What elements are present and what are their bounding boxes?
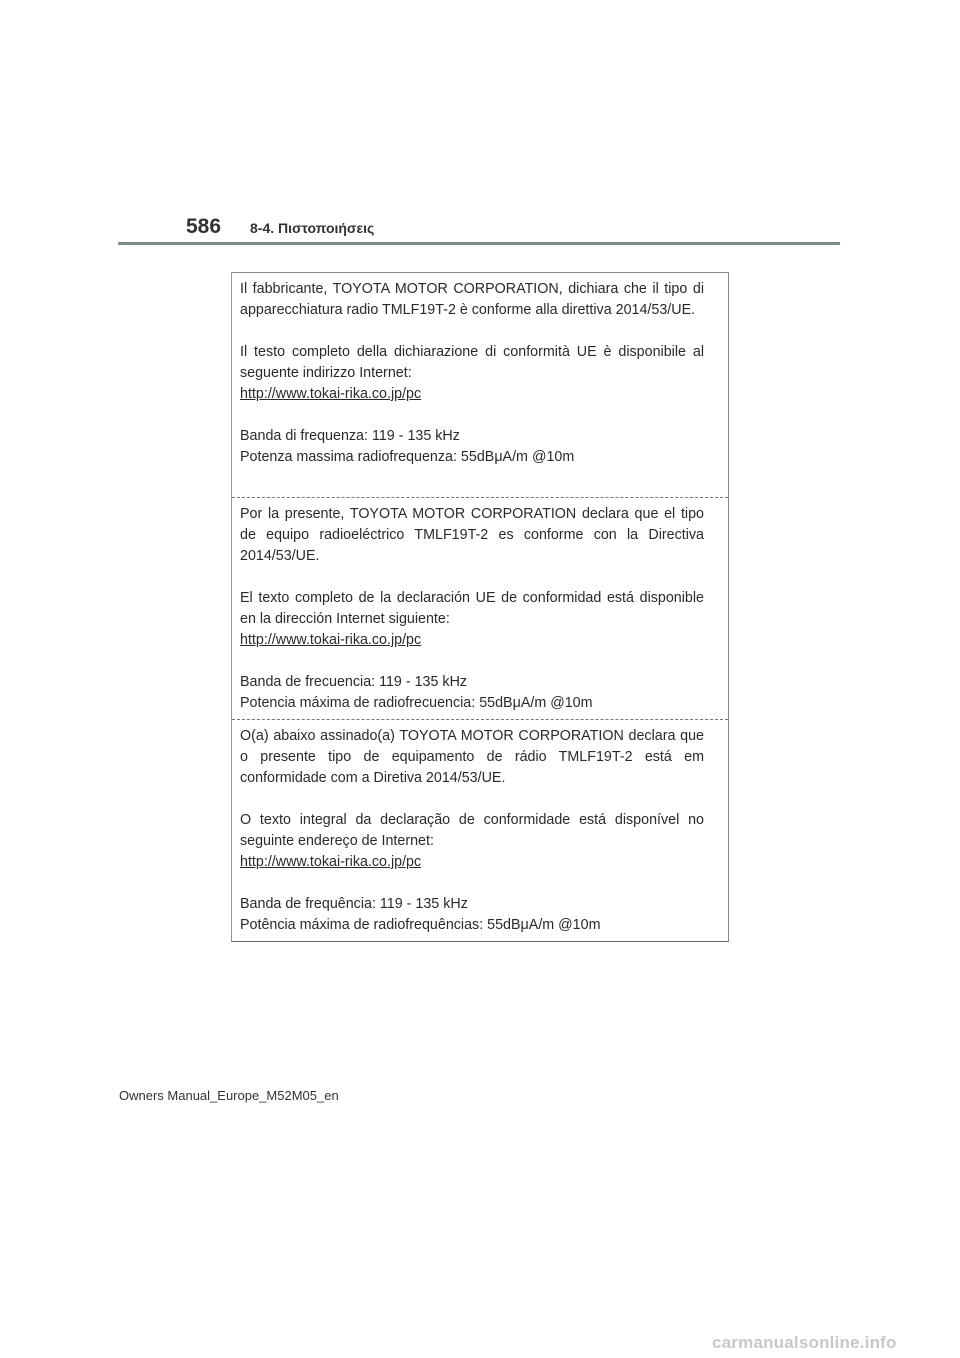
paragraph-gap xyxy=(240,405,704,426)
frequency-band: Banda di frequenza: 119 - 135 kHz xyxy=(240,428,460,444)
frequency-band: Banda de frequência: 119 - 135 kHz xyxy=(240,896,468,912)
paragraph-gap xyxy=(240,651,704,672)
page-number: 586 xyxy=(186,215,222,238)
paragraph-gap xyxy=(240,873,704,894)
declaration-block-portuguese xyxy=(232,719,728,941)
declaration-scan xyxy=(231,272,729,942)
declaration-block-spanish xyxy=(232,497,728,719)
section-title: 8-4. Πιστοποιήσεις xyxy=(250,220,375,236)
header-rule xyxy=(118,242,840,245)
max-power: Potenza massima radiofrequenza: 55dBμA/m @10m xyxy=(240,449,575,465)
declaration-block-italian xyxy=(232,273,728,497)
paragraph-gap xyxy=(240,789,704,810)
paragraph-gap xyxy=(240,567,704,588)
paragraph-gap xyxy=(240,321,704,342)
frequency-band: Banda de frecuencia: 119 - 135 kHz xyxy=(240,674,468,690)
page-header xyxy=(0,0,960,250)
declaration-statement: Il fabbricante, TOYOTA MOTOR CORPORATION, dichiara che il tipo di apparecchiatura radio TMLF19T-2 è conforme alla direttiva 2014/53/UE. xyxy=(240,281,704,318)
max-power: Potência máxima de radiofrequências: 55dBμA/m @10m xyxy=(240,917,601,933)
watermark: carmanualsonline.info xyxy=(712,1333,897,1352)
declaration-link[interactable]: http://www.tokai-rika.co.jp/pc xyxy=(240,386,422,402)
full-text-availability: El texto completo de la declaración UE de conformidad está disponible en la dirección Internet siguiente: xyxy=(240,590,704,627)
declaration-statement: O(a) abaixo assinado(a) TOYOTA MOTOR CORPORATION declara que o presente tipo de equipamento de rádio TMLF19T-2 está em conformidade com a Diretiva 2014/53/UE. xyxy=(240,728,704,786)
declaration-statement: Por la presente, TOYOTA MOTOR CORPORATION declara que el tipo de equipo radioeléctrico TMLF19T-2 es conforme con la Directiva 2014/53/UE. xyxy=(240,506,704,564)
declaration-link[interactable]: http://www.tokai-rika.co.jp/pc xyxy=(240,854,422,870)
declaration-link[interactable]: http://www.tokai-rika.co.jp/pc xyxy=(240,632,422,648)
full-text-availability: O texto integral da declaração de conformidade está disponível no seguinte endereço de Internet: xyxy=(240,812,704,849)
max-power: Potencia máxima de radiofrecuencia: 55dBμA/m @10m xyxy=(240,695,593,711)
page-footer: Owners Manual_Europe_M52M05_en xyxy=(119,1088,339,1103)
full-text-availability: Il testo completo della dichiarazione di conformità UE è disponibile al seguente indirizzo Internet: xyxy=(240,344,704,381)
